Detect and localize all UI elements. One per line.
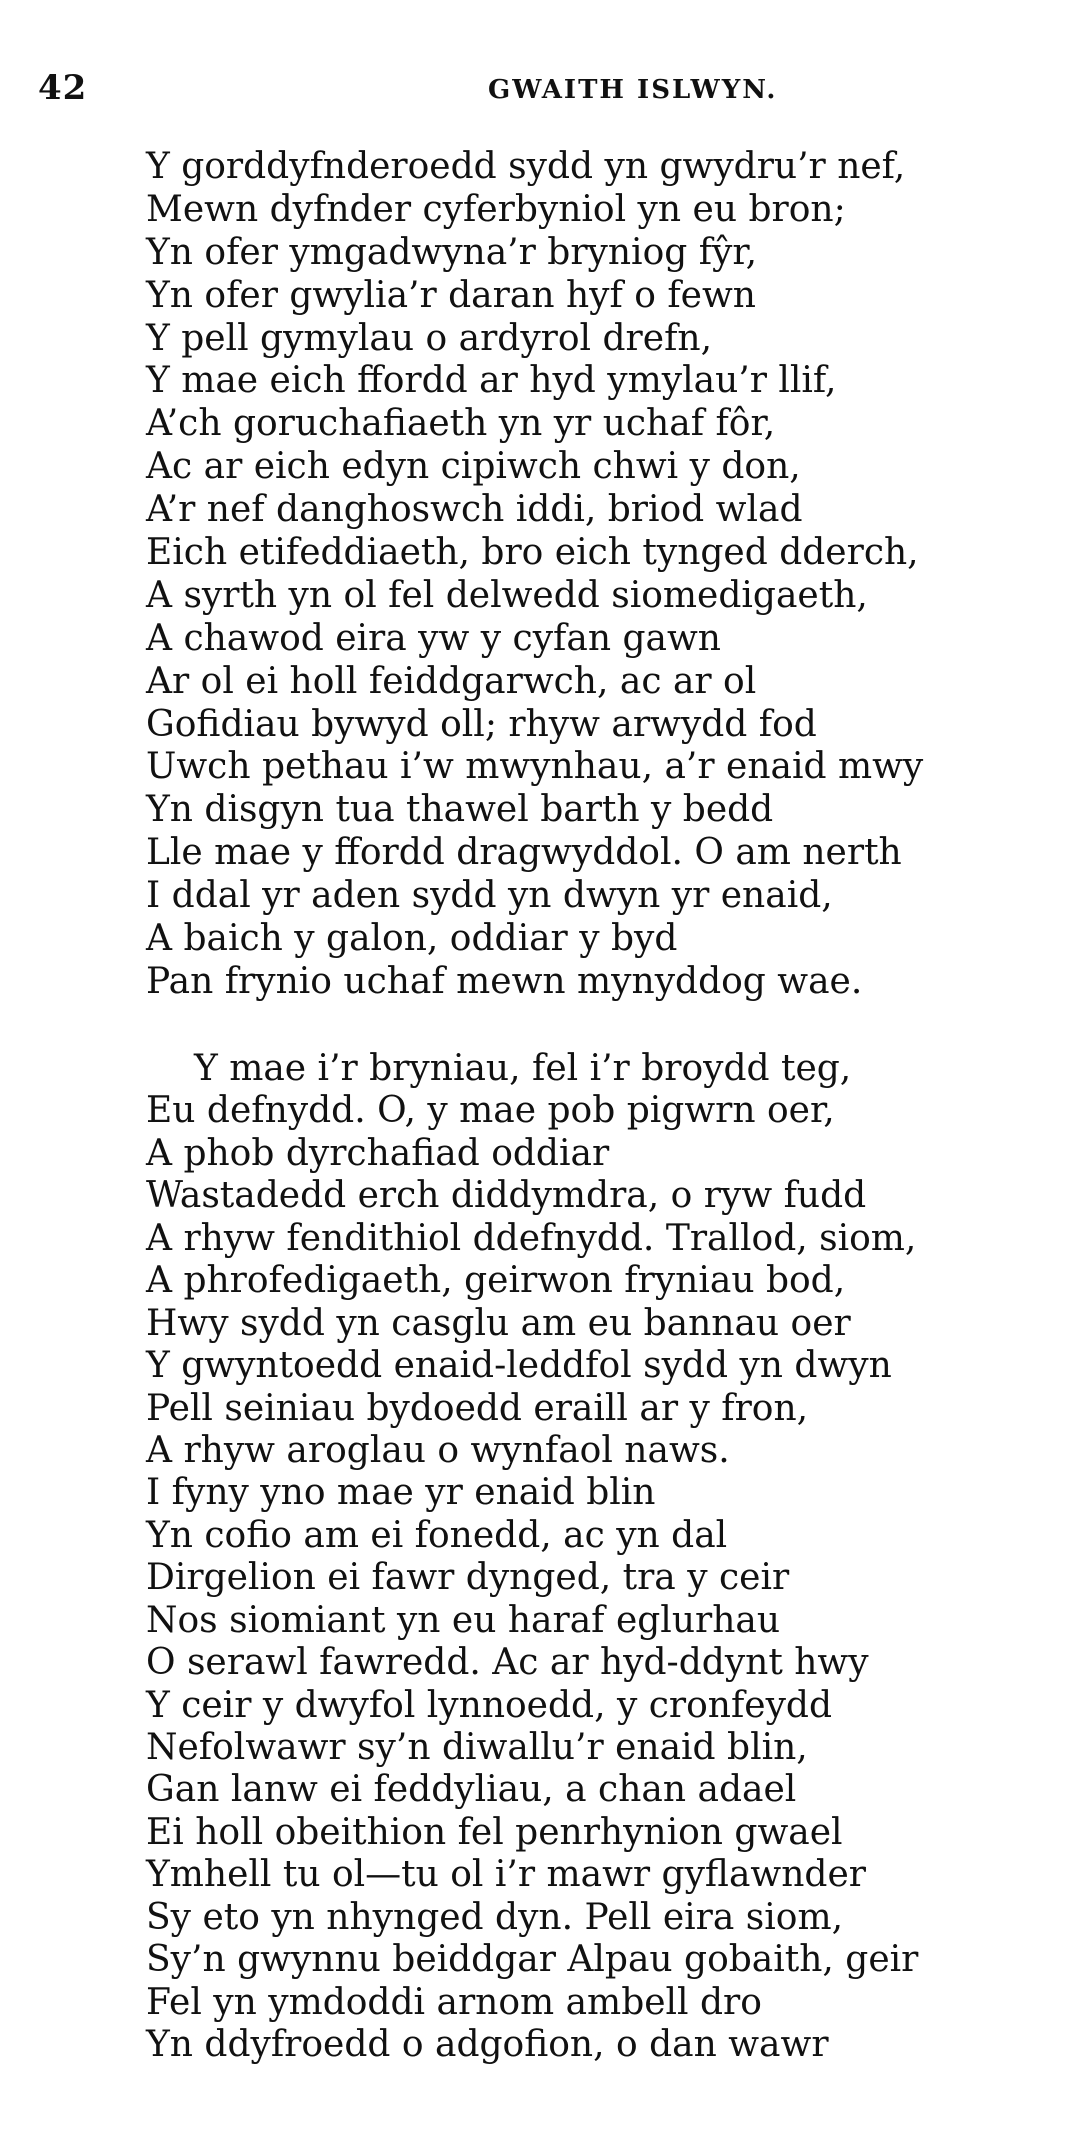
verse-line: A phob dyrchafiad oddiar <box>146 1132 610 1174</box>
verse-line: A baich y galon, oddiar y byd <box>146 918 678 960</box>
verse-line: Ymhell tu ol—tu ol i’r mawr gyflawnder <box>146 1854 866 1896</box>
page-number: 42 <box>38 68 88 108</box>
verse-line: Uwch pethau i’w mwynhau, a’r enaid mwy <box>146 746 924 788</box>
verse-line: Gofidiau bywyd oll; rhyw arwydd fod <box>146 703 817 745</box>
verse-line: Pell seiniau bydoedd eraill ar y fron, <box>146 1387 809 1429</box>
verse-line: Mewn dyfnder cyferbyniol yn eu bron; <box>146 188 846 230</box>
verse-line: Lle mae y ffordd dragwyddol. O am nerth <box>146 832 902 874</box>
verse-line: Sy’n gwynnu beiddgar Alpau gobaith, geir <box>146 1939 919 1981</box>
verse-line: Sy eto yn nhynged dyn. Pell eira siom, <box>146 1896 844 1938</box>
verse-line: Wastadedd erch diddymdra, o ryw fudd <box>146 1175 867 1217</box>
verse-line: Eu defnydd. O, y mae pob pigwrn oer, <box>146 1090 835 1132</box>
verse-line: Fel yn ymdoddi arnom ambell dro <box>146 1981 762 2023</box>
verse-line: A’r nef danghoswch iddi, briod wlad <box>146 489 803 531</box>
stanza-1 <box>146 146 923 1004</box>
verse-line: A phrofedigaeth, geirwon fryniau bod, <box>146 1260 846 1302</box>
verse-line: A rhyw aroglau o wynfaol naws. <box>146 1429 730 1471</box>
running-title: GWAITH ISLWYN. <box>488 75 778 105</box>
verse-line: Yn ofer ymgadwyna’r bryniog fŷr, <box>146 231 758 273</box>
verse-line: Y mae i’r bryniau, fel i’r broydd teg, <box>194 1048 852 1089</box>
verse-line: Yn ddyfroedd o adgofion, o dan wawr <box>146 2024 829 2066</box>
verse-line: Ei holl obeithion fel penrhynion gwael <box>146 1811 843 1853</box>
verse-line: Yn cofio am ei fonedd, ac yn dal <box>146 1514 728 1556</box>
verse-line: A chawod eira yw y cyfan gawn <box>146 617 721 659</box>
verse-line: Eich etifeddiaeth, bro eich tynged dderch, <box>146 532 919 574</box>
verse-line: Y mae eich ffordd ar hyd ymylau’r llif, <box>146 360 837 402</box>
verse-line: Dirgelion ei fawr dynged, tra y ceir <box>146 1557 790 1599</box>
verse-line: A rhyw fendithiol ddefnydd. Trallod, siom, <box>146 1217 917 1259</box>
verse-line: Yn disgyn tua thawel barth y bedd <box>146 789 774 831</box>
verse-line: Y ceir y dwyfol lynnoedd, y cronfeydd <box>146 1684 833 1726</box>
verse-line: Hwy sydd yn casglu am eu bannau oer <box>146 1302 851 1344</box>
verse-line: Y gwyntoedd enaid-leddfol sydd yn dwyn <box>146 1345 892 1387</box>
verse-line: Ar ol ei holl feiddgarwch, ac ar ol <box>146 660 757 702</box>
verse-line: A’ch goruchafiaeth yn yr uchaf fôr, <box>146 403 776 445</box>
verse-line: Y pell gymylau o ardyrol drefn, <box>146 317 713 359</box>
verse-line: Y gorddyfnderoedd sydd yn gwydru’r nef, <box>146 146 906 187</box>
verse-line: A syrth yn ol fel delwedd siomedigaeth, <box>146 574 868 616</box>
verse-line: Nefolwawr sy’n diwallu’r enaid blin, <box>146 1727 808 1768</box>
verse-line: Yn ofer gwylia’r daran hyf o fewn <box>146 274 756 316</box>
verse-line: I ddal yr aden sydd yn dwyn yr enaid, <box>146 875 833 917</box>
verse-line: Ac ar eich edyn cipiwch chwi y don, <box>146 446 801 488</box>
verse-line: Nos siomiant yn eu haraf eglurhau <box>146 1599 781 1641</box>
verse-line: Gan lanw ei feddyliau, a chan adael <box>146 1769 797 1811</box>
stanza-2 <box>146 1048 918 2067</box>
verse-line: I fyny yno mae yr enaid blin <box>146 1472 656 1514</box>
verse-line: Pan frynio uchaf mewn mynyddog wae. <box>146 960 863 1002</box>
verse-line: O serawl fawredd. Ac ar hyd-ddynt hwy <box>146 1642 869 1684</box>
